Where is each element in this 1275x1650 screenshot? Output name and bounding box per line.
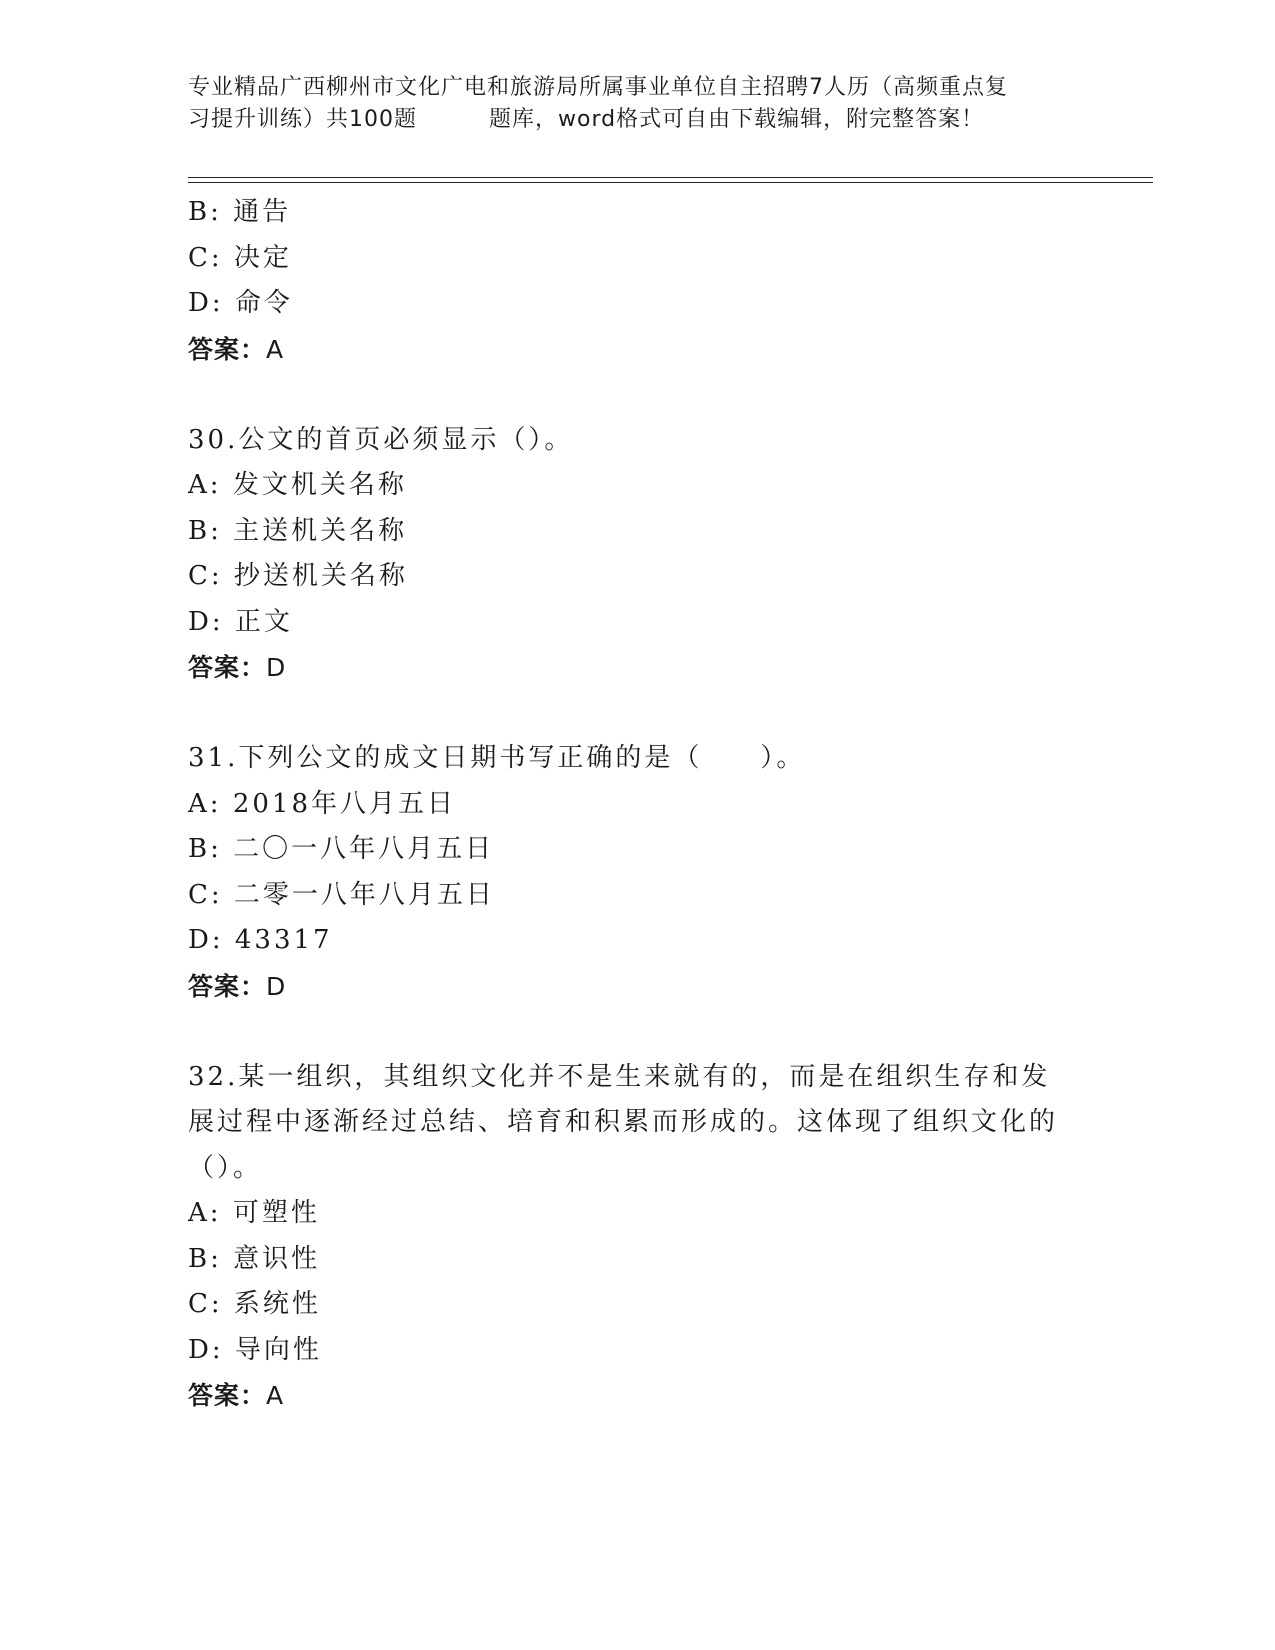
answer-line: 答案：A [188, 334, 285, 364]
option-b: B: 主送机关名称 [188, 515, 408, 546]
question-stem: 32.某一组织，其组织文化并不是生来就有的，而是在组织生存和发展过程中逐渐经过总结、培育和积累而形成的。这体现了组织文化的（）。 [188, 1061, 1059, 1183]
question-30 [188, 418, 1088, 691]
answer-line: 答案：A [188, 1381, 285, 1410]
option-d: D: 命令 [188, 288, 293, 318]
answer-line: 答案：D [188, 971, 287, 1001]
option-c: C: 系统性 [188, 1289, 321, 1319]
header-rule-bottom [188, 182, 1153, 183]
header-line-2a: 习提升训练）共100题 [188, 107, 417, 132]
question-stem: 31.下列公文的成文日期书写正确的是（ ）。 [188, 743, 806, 773]
option-c: C: 二零一八年八月五日 [188, 879, 495, 910]
question-31 [188, 736, 1088, 1009]
option-b: B: 通告 [188, 197, 292, 227]
option-d: D: 正文 [188, 606, 293, 637]
option-a: A: 可塑性 [188, 1198, 320, 1228]
option-a: A: 2018年八月五日 [188, 788, 456, 819]
question-stem: 30.公文的首页必须显示（）。 [188, 424, 574, 455]
question-29-continued [188, 190, 1088, 372]
answer-line: 答案：D [188, 653, 287, 682]
option-a: A: 发文机关名称 [188, 470, 407, 500]
question-list [188, 190, 1088, 1419]
option-d: D: 43317 [188, 925, 333, 955]
option-c: C: 决定 [188, 242, 292, 273]
option-d: D: 导向性 [188, 1334, 322, 1365]
option-b: B: 二〇一八年八月五日 [188, 834, 495, 864]
question-32 [188, 1055, 1088, 1419]
document-header [188, 72, 1088, 136]
header-line-2 [188, 104, 1088, 136]
header-line-2b: 题库，word格式可自由下载编辑，附完整答案！ [489, 107, 985, 132]
option-c: C: 抄送机关名称 [188, 561, 408, 591]
option-b: B: 意识性 [188, 1243, 321, 1274]
header-rule-top [188, 177, 1153, 178]
header-line-1: 专业精品广西柳州市文化广电和旅游局所属事业单位自主招聘7人历（高频重点复 [188, 75, 1008, 100]
